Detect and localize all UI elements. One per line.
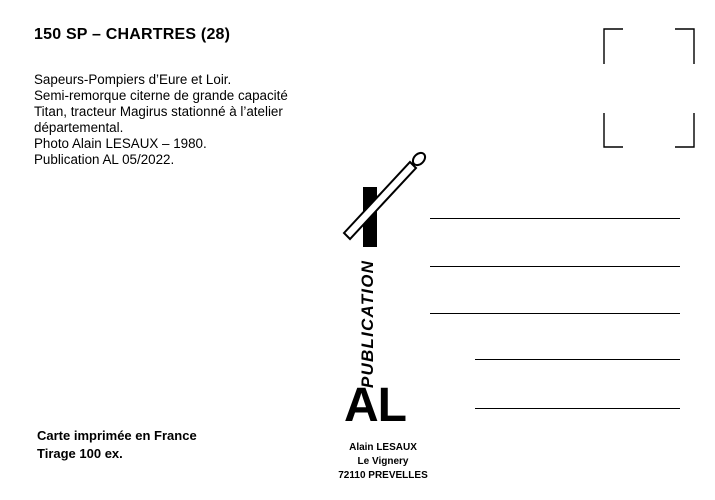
address-line	[430, 266, 680, 267]
publication-vertical-text: PUBLICATION	[358, 259, 377, 388]
publisher-address	[330, 441, 436, 483]
description-line: départemental.	[34, 120, 124, 135]
publisher-place: Le Vignery	[357, 456, 409, 467]
stamp-area	[603, 28, 695, 148]
publisher-name: Alain LESAUX	[349, 442, 417, 453]
printed-in-label: Carte imprimée en France	[37, 428, 197, 443]
description-line: Titan, tracteur Magirus stationné à l’atelier	[34, 104, 283, 119]
description-line: Photo Alain LESAUX – 1980.	[34, 136, 207, 151]
print-info	[37, 427, 197, 463]
publisher-city: 72110 PREVELLES	[338, 470, 428, 481]
description-line: Semi-remorque citerne de grande capacité	[34, 88, 288, 103]
match-icon	[344, 151, 427, 239]
description-line: Publication AL 05/2022.	[34, 152, 175, 167]
description-line: Sapeurs-Pompiers d’Eure et Loir.	[34, 72, 232, 87]
address-line	[430, 218, 680, 219]
address-line	[475, 408, 680, 409]
logo-al-letters: AL	[344, 379, 406, 432]
address-line	[430, 313, 680, 314]
card-title: 150 SP – CHARTRES (28)	[34, 26, 231, 43]
print-run-label: Tirage 100 ex.	[37, 446, 123, 461]
address-line	[475, 359, 680, 360]
card-description	[34, 72, 334, 168]
